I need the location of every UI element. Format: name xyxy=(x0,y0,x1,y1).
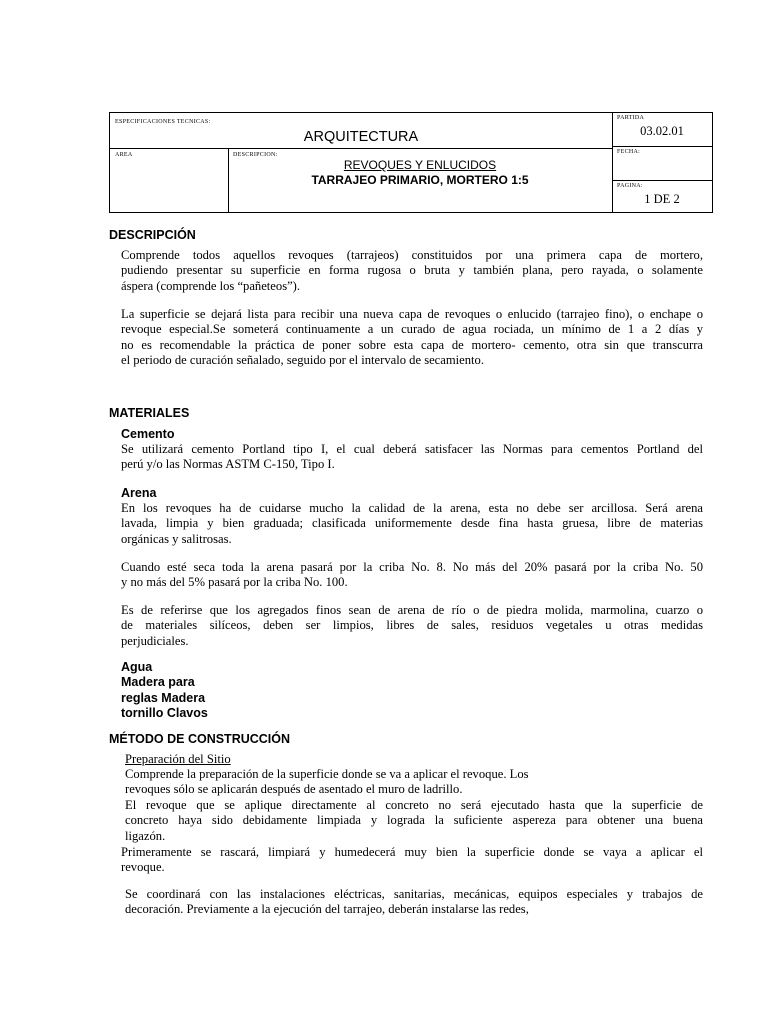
area-label: AREA xyxy=(115,152,133,158)
metodo-paragraph-3: El revoque que se aplique directamente al concreto no será ejecutado hasta que la superficie de concreto haya sido debidamente limpiada y lograda la suficiente aspereza para obtener una buena ligazón. xyxy=(125,798,703,843)
descripcion-heading: DESCRIPCIÓN xyxy=(109,228,196,242)
preparacion-subheading: Preparación del Sitio xyxy=(125,752,231,766)
pagina-label: PAGINA: xyxy=(617,183,643,189)
descripcion-label: DESCRIPCION: xyxy=(233,152,278,158)
page-title: ARQUITECTURA xyxy=(303,129,419,145)
metodo-line-1: Comprende la preparación de la superficie donde se va a aplicar el revoque. Los xyxy=(125,767,529,781)
descripcion-line2: TARRAJEO PRIMARIO, MORTERO 1:5 xyxy=(311,173,529,187)
arena-paragraph-1: En los revoques ha de cuidarse mucho la calidad de la arena, esta no debe ser arcillosa. Será arena lavada, limpia y bien graduada; clasificada uniformemente desde fina hasta gruesa, libre de materias orgánicas y salitrosas. xyxy=(121,501,703,546)
partida-value: 03.02.01 xyxy=(640,124,684,138)
descripcion-paragraph-2: La superficie se dejará lista para recibir una nueva capa de revoques o enlucido (tarrajeo fino), o enchape o revoque especial.Se someterá continuamente a un curado de agua rociada, un mínimo de 1 a 2 días y no es recomendable la práctica de poner sobre esta capa de mortero- cemento, otra sin que transcurra el periodo de curación señalado, seguido por el intervalo de secamiento. xyxy=(121,307,703,368)
metodo-paragraph-5: Se coordinará con las instalaciones eléctricas, sanitarias, mecánicas, equipos especiales y trabajos de decoración. Previamente a la ejecución del tarrajeo, deberán instalarse las redes, xyxy=(125,887,703,917)
partida-label: PARTIDA xyxy=(617,115,645,121)
descripcion-paragraph-1: Comprende todos aquellos revoques (tarrajeos) constituidos por una primera capa de mortero, pudiendo presentar su superficie en forma rugosa o bruta y también plana, pero rayada, o solamente áspera (comprende los “pañeteos”). xyxy=(121,248,703,293)
cemento-paragraph: Se utilizará cemento Portland tipo I, el cual deberá satisfacer las Normas para cementos Portland del perú y/o las Normas ASTM C-150, Tipo I. xyxy=(121,442,703,472)
cemento-heading: Cemento xyxy=(121,427,175,441)
materiales-heading: MATERIALES xyxy=(109,406,190,420)
header-table xyxy=(109,112,713,213)
divider xyxy=(612,180,712,181)
arena-heading: Arena xyxy=(121,486,157,500)
descripcion-line1: REVOQUES Y ENLUCIDOS xyxy=(343,158,497,172)
metodo-paragraph-4: Primeramente se rascará, limpiará y humedecerá muy bien la superficie donde se vaya a aplicar el revoque. xyxy=(121,845,703,875)
materials-list xyxy=(121,660,321,720)
divider xyxy=(612,146,712,147)
metodo-heading: MÉTODO DE CONSTRUCCIÓN xyxy=(109,732,291,746)
fecha-label: FECHA: xyxy=(617,149,641,155)
arena-paragraph-2: Cuando esté seca toda la arena pasará por la criba No. 8. No más del 20% pasará por la criba No. 50 y no más del 5% pasará por la criba No. 100. xyxy=(121,560,703,590)
especificaciones-label: ESPECIFICACIONES TECNICAS: xyxy=(115,119,211,125)
list-item: tornillo Clavos xyxy=(121,705,208,720)
list-item: Madera para xyxy=(121,675,195,690)
pagina-value: 1 DE 2 xyxy=(644,192,680,206)
list-item: Agua xyxy=(121,660,153,674)
arena-paragraph-3: Es de referirse que los agregados finos sean de arena de río o de piedra molida, marmolina, cuarzo o de materiales silíceos, deben ser limpios, libres de sales, residuos vegetales u otras medidas perjudiciales. xyxy=(121,603,703,648)
divider xyxy=(110,148,612,149)
list-item: reglas Madera xyxy=(121,690,206,705)
metodo-line-2: revoques sólo se aplicarán después de asentado el muro de ladrillo. xyxy=(125,782,463,796)
